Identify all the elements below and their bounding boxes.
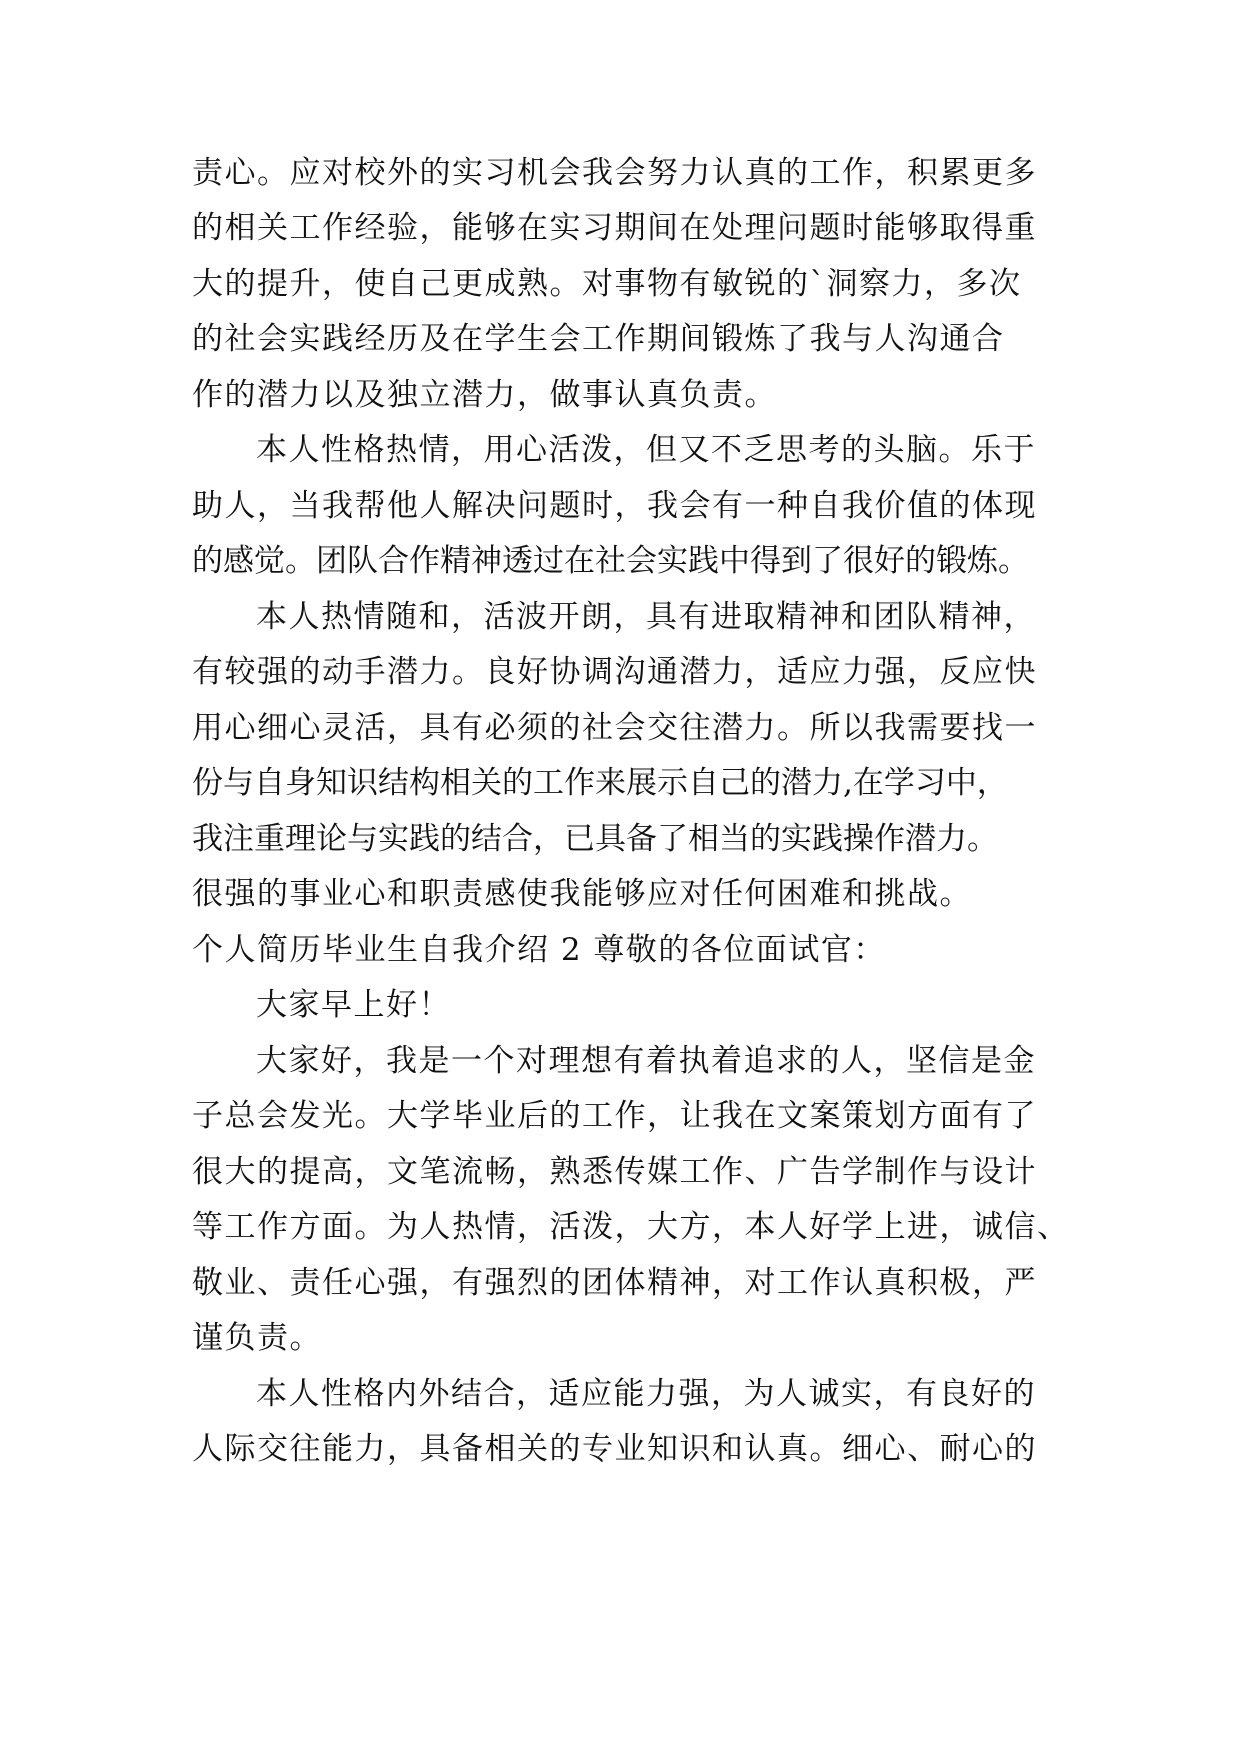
text-line: 的相关工作经验，能够在实习期间在处理问题时能够取得重 xyxy=(192,210,1037,246)
text-line: 有较强的动手潜力。良好协调沟通潜力，适应力强，反应快 xyxy=(192,654,1037,690)
paragraph-first-line: 本人热情随和，活波开朗，具有进取精神和团队精神， xyxy=(256,599,1036,635)
text-line: 敬业、责任心强，有强烈的团体精神，对工作认真积极，严 xyxy=(192,1265,1037,1301)
text-line: 我注重理论与实践的结合，已具备了相当的实践操作潜力。 xyxy=(192,821,998,857)
text-line: 作的潜力以及独立潜力，做事认真负责。 xyxy=(192,377,777,413)
paragraph-first-line: 本人性格内外结合，适应能力强，为人诚实，有良好的 xyxy=(256,1376,1036,1412)
text-line: 大的提升，使自己更成熟。对事物有敏锐的`洞察力，多次 xyxy=(192,266,1022,302)
greeting-line: 大家早上好！ xyxy=(256,987,451,1023)
text-line: 谨负责。 xyxy=(192,1320,322,1356)
paragraph-first-line: 本人性格热情，用心活泼，但又不乏思考的头脑。乐于 xyxy=(256,432,1036,468)
text-line: 很大的提高，文笔流畅，熟悉传媒工作、广告学制作与设计 xyxy=(192,1154,1037,1190)
section-heading: 个人简历毕业生自我介绍 2 尊敬的各位面试官： xyxy=(192,932,886,968)
text-line: 子总会发光。大学毕业后的工作，让我在文案策划方面有了 xyxy=(192,1098,1037,1134)
text-line: 的社会实践经历及在学生会工作期间锻炼了我与人沟通合 xyxy=(192,321,1005,357)
text-line: 很强的事业心和职责感使我能够应对任何困难和挑战。 xyxy=(192,876,972,912)
text-line: 等工作方面。为人热情，活泼，大方，本人好学上进，诚信、 xyxy=(192,1209,1070,1245)
text-line: 责心。应对校外的实习机会我会努力认真的工作，积累更多 xyxy=(192,155,1037,191)
text-line: 用心细心灵活，具有必须的社会交往潜力。所以我需要找一 xyxy=(192,710,1037,746)
text-line: 人际交往能力，具备相关的专业知识和认真。细心、耐心的 xyxy=(192,1431,1037,1467)
text-line: 的感觉。团队合作精神透过在社会实践中得到了很好的锻炼。 xyxy=(192,543,1029,579)
paragraph-first-line: 大家好，我是一个对理想有着执着追求的人，坚信是金 xyxy=(256,1043,1036,1079)
text-line: 份与自身知识结构相关的工作来展示自己的潜力,在学习中， xyxy=(192,765,1008,801)
text-line: 助人，当我帮他人解决问题时，我会有一种自我价值的体现 xyxy=(192,488,1037,524)
